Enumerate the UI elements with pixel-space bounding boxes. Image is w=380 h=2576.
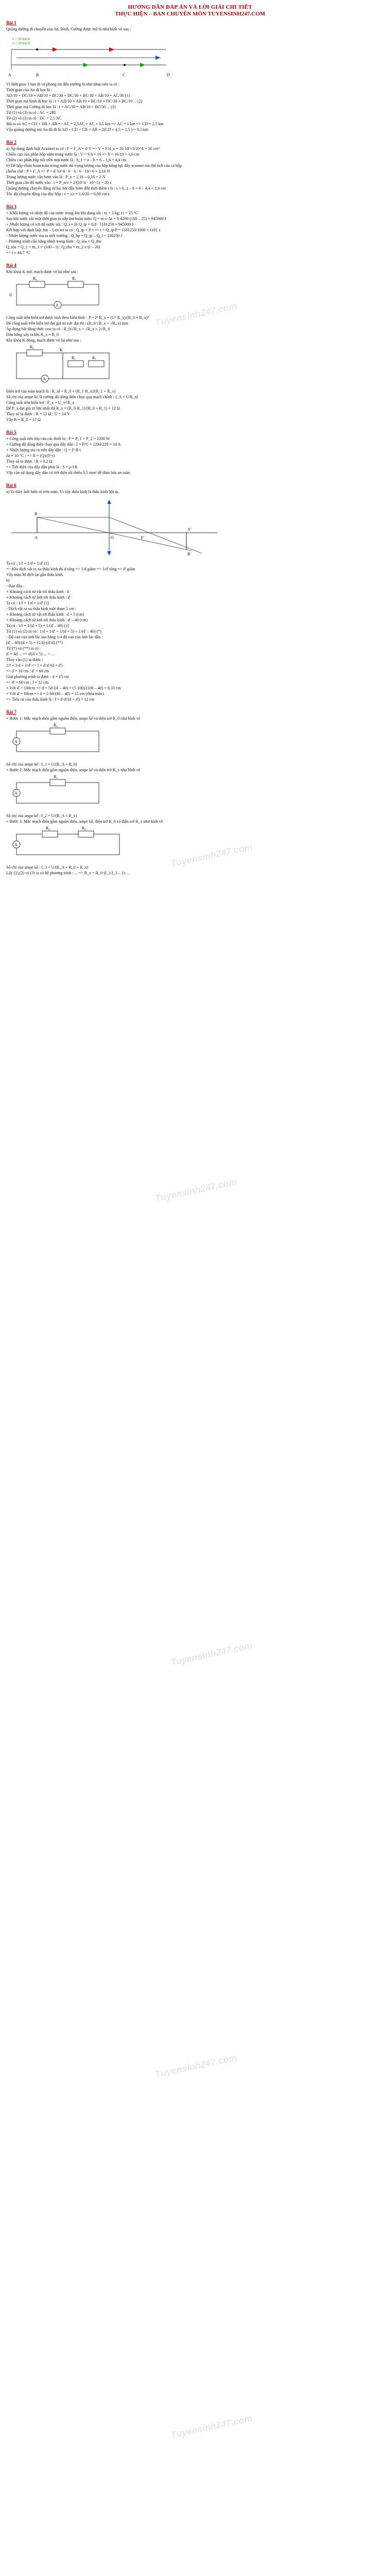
text-line: Thay số ta được : R ≈ 0,2 Ω: [6, 459, 53, 464]
point-label-o: O: [111, 535, 114, 540]
text-line: + Bước 3: Mắc mạch điện gồm nguồn điện, ampe kế, điện trở R_0 và điện trở R_x như hình vẽ: [6, 819, 163, 824]
text-line: a) Ta thấy ảnh hiện rõ trên màn. Vì vậy thấu kính là thấu kính hội tụ.: [6, 489, 119, 494]
resistor-label: Rₓ: [92, 355, 96, 360]
point-label-image-b: B': [187, 552, 191, 556]
text-line: Vậy R = R_0 = 12 Ω: [6, 417, 41, 422]
point-label-c: C: [123, 73, 126, 77]
speed-label: v = 30 km/h: [12, 37, 30, 41]
text-line: Điện trở của toàn mạch là : R_td = R_0 + (R_1·R_x)/(R_1 + R_x): [6, 389, 116, 394]
route-diagram: [6, 34, 176, 79]
text-line: - Độ cao của ảnh lúc sau bằng 1/4 độ cao của ảnh lúc đầu :: [6, 635, 103, 639]
section-bai-4: [6, 263, 374, 422]
measurement-circuit-2: [6, 775, 109, 811]
text-line: + Khoảng cách từ ảnh tới thấu kính : d' – 40 (cm): [6, 618, 88, 622]
text-line: Số chỉ của ampe kế : I_2 = U/(R_A + R_x): [6, 814, 77, 818]
watermark: Tuyensinh247.com: [154, 300, 238, 328]
text-line: Mà ta có AC = CD + DB + AB => AC = 2,5AC + AC + 0,5 km => AC = 1 km => CD = 2,5 km: [6, 122, 164, 126]
text-line: Kết hợp với định luật Jun – Len xơ ta có : Q_tp = P·t => t = Q_tp/P = 1181250/1000 ≈ 1181 s: [6, 228, 161, 232]
text-line: Vì thời gian 3 bạn đi và phòng tin đến trường là như nhau nên ta có :: [6, 82, 119, 87]
lens-ray-diagram: [6, 497, 222, 558]
resistor-label: R₀: [33, 277, 38, 281]
text-line: Từ (1) và (3) ta có : AC = 2BI: [6, 110, 56, 115]
text-line: + Công suất tiêu thụ của các thiết bị : P = P_1 + P_2 = 2200 W: [6, 436, 110, 441]
text-line: + Nhiệt lượng tỏa ra trên dây dẫn : Q = I²·R·t: [6, 448, 81, 452]
section-label: Bài 1: [6, 20, 16, 25]
text-line: Thời gian của An đi học là :: [6, 88, 53, 92]
text-line: Trọng lượng nước cần bơm vào là : P_n = 2,16 – 0,16 = 2 N: [6, 175, 106, 179]
point-label-a: A: [8, 73, 11, 77]
section-bai-3: [6, 204, 374, 256]
text-line: + Với d' = 100cm => d = 5d'/(d' – 40) = (5·100)/(100 – 40) = 8,33 cm: [6, 686, 121, 690]
text-line: Ta có : 1/f = 1/d + 1/d' (1): [6, 601, 49, 605]
text-line: Vậy quãng đường mà An đã đi là AD = CD + CB + AB = 2(CD + 4,5 + 2,5 ) = 9,5 km: [6, 127, 148, 132]
text-line: - Phương trình cân bằng nhiệt trong bình : Q_toa = Q_thu: [6, 239, 101, 244]
text-line: d' = 4d ... => d'(d + 5)·... = ...: [6, 652, 55, 656]
text-line: Chiều cao phần hộp nổi trên mặt nước là : h_1 = a – h = 6 – 1,6 = 4,4 cm: [6, 158, 127, 162]
point-label-image-a: A': [187, 527, 192, 532]
text-line: + Khoảng cách từ vật tới thấu kính : d: [6, 589, 69, 594]
point-label-b: B: [36, 73, 39, 77]
text-line: Số chỉ của ampe kế là cường độ dòng điện chạy qua mạch chính : I_A = U/R_td: [6, 395, 138, 399]
section-label: Bài 4: [6, 263, 16, 268]
section-bai-7: [6, 709, 374, 876]
text-line: + Khoảng cách từ vật tới thấu kính : d + 5 (cm): [6, 612, 84, 617]
resistor-label: R₁: [72, 355, 76, 360]
text-line: Công suất trên biến trở : P_x = U_x²/R_x: [6, 400, 75, 405]
resistor-label: Rₓ: [54, 775, 58, 779]
watermark: Tuyensinh247.com: [169, 2413, 253, 2441]
text-line: b): [6, 578, 10, 583]
text-line: Thay vào (1) ta được :: [6, 657, 43, 662]
text-line: Từ (2) và (3) ta có : DC = 2,5 AC: [6, 116, 62, 121]
point-label-focus: F': [141, 535, 144, 540]
point-label-a: A: [34, 535, 38, 540]
text-line: Quãng đường đi chuyển của An, Bình, Cường được mô tả như hình vẽ sau :: [6, 27, 131, 31]
section-label: Bài 6: [6, 483, 16, 488]
text-line: Vậy cần sử dụng dây dẫn có tiết diện tối thiểu 0,5 mm² để đảm bảo an toàn.: [6, 470, 131, 475]
text-line: - Ban đầu :: [6, 584, 25, 588]
circuit-diagram-k-open: [6, 277, 109, 313]
text-line: Áp dụng bất đẳng thức cosi ta có : R_0/√R_x + √R_x ≥ 2√R_0: [6, 327, 110, 331]
text-line: Số chỉ của ampe kế : I_1 = U/(R_A + R_0): [6, 762, 77, 767]
section-bai-2: [6, 140, 374, 197]
text-line: Công suất trên biến trở được tính theo biểu thức : P = I²·R_x = (U²·R_x)/(R_0 + R_x)²: [6, 315, 149, 320]
text-line: Từ (*) và (**) ta có :: [6, 646, 41, 651]
resistor-label: R₀: [54, 723, 58, 727]
text-line: + Cường độ dòng điện chạy qua dây dẫn : I = P/U = 2200/220 = 10 A: [6, 442, 121, 447]
text-line: + Bước 2: Mắc mạch điện gồm nguồn điện, ampe kế và điện trở R_x như hình vẽ: [6, 768, 141, 772]
text-line: Ta có : 1/f = 1/d + 1/d' (1): [6, 561, 49, 566]
resistor-label: Rₓ: [82, 826, 86, 831]
ammeter-label: A: [14, 842, 18, 847]
text-line: Quãng đường chuyển động từ lúc bắt đầu bơm đến thời điểm t là : s = h_1 – h = 6 – 4,4 = 1,6 cm: [6, 186, 166, 191]
text-line: + Khối lượng và nhiệt độ của nước trong ấm khi đang sôi : m = 3 kg; t1 = 25 °C: [6, 211, 139, 215]
text-line: => Khi dịch vật ra xa thấu kính thì d tăng => 1/d giảm => 1/d' tăng => d' giảm: [6, 567, 135, 571]
resistor-label: R₀: [46, 826, 50, 831]
ammeter-label: A: [56, 303, 59, 308]
point-label-d: D: [167, 73, 170, 77]
text-line: Để công suất trên biến trở đạt giá trị cực đại thì : (R_0/√R_x + √R_x) min: [6, 321, 128, 326]
text-line: Lấy (1),(2) và (3) ta có hệ phương trình : ... => R_x = R_0·(I_1/I_3 – 1)·...: [6, 871, 130, 875]
text-line: Vậy màn M dịch lại gần thấu kính.: [6, 572, 64, 577]
text-line: Thời gian cần đổ nước vào : t = P_n/v = 2/(10^4 · 10^-5) = 20 s: [6, 180, 112, 185]
section-bai-5: [6, 430, 374, 476]
resistor-label: Rₓ: [72, 277, 76, 281]
document-header: [6, 4, 374, 17]
circuit-diagram-k-closed: [6, 345, 119, 386]
section-label: Bài 7: [6, 709, 16, 715]
text-line: + Nhiệt lượng có ích để nước sôi : Q_i = H·Q_tp = 0,8 · 1181250 = 945000 J: [6, 222, 134, 227]
text-line: Δt = 10 °C ; => R = (Q)/(I²·t): [6, 453, 55, 458]
text-line: Số chỉ của ampe kế : I_3 = U/(R_A + R_0 + R_x): [6, 865, 89, 870]
text-line: b) Để hộp chìm hoàn toàn trong nước thì trọng lượng của hộp bằng lực đẩy acsimet mà thể tích của cả hộp: [6, 163, 182, 168]
text-line: + Với d' = 60cm => d = 5·60/(60 – 40) = 15 cm (thỏa mãn): [6, 691, 104, 696]
watermark: Tuyensinh247.com: [154, 2052, 238, 2080]
section-bai-1: [6, 20, 374, 132]
measurement-circuit-3: [6, 826, 130, 862]
text-line: Thay số ta được : R = 12 Ω ; U = 24 V: [6, 412, 70, 416]
resistor-label: R₀: [30, 345, 34, 349]
text-line: - Dịch vật ra xa thấu kính một đoạn 5 cm :: [6, 606, 76, 611]
section-bai-6: [6, 483, 374, 702]
point-label-b: B: [34, 512, 38, 516]
ammeter-label: A: [14, 739, 18, 744]
section-label: Bài 5: [6, 430, 16, 435]
section-label: Bài 2: [6, 140, 16, 145]
text-line: Khi khóa K mở, mạch được vẽ lại như sau :: [6, 269, 78, 274]
text-line: a) Áp dụng định luật Acsimet ta có : F = F_A = d·V => V = F/d_n = 16·10^-3/10^4 = 16 cm³: [6, 146, 160, 151]
text-line: => t ≈ 44,7 °C: [6, 250, 30, 255]
ammeter-label: A: [43, 377, 46, 381]
speed-label: v = 10 km/h: [12, 41, 30, 45]
ammeter-label: A: [14, 791, 18, 795]
text-line: chiếm chỗ : P = F_A => P = d·10^4 · 6 · 6 · 6 · 10^-6 = 2,16 N: [6, 169, 110, 174]
text-line: Khi khóa K đóng, mạch được vẽ lại như sau :: [6, 338, 81, 343]
text-line: Q_toa = Q_1 = m_1·c·(100 – t) ; Q_thu = m_2·c·(t – 20): [6, 245, 100, 249]
text-line: => Tiết diện của dây dẫn phải là : S = ρ·l/R: [6, 465, 78, 469]
text-line: Tốc độ chuyển động của đáy hộp : v = s/t = 1,6/20 = 0,08 cm/s: [6, 192, 110, 196]
text-line: Thời gian mà Cường đi học là : t = AC/30 = AB/10 + BC/30 ... (3): [6, 105, 116, 109]
text-line: AD/10 = DC/10 + AB/10 = BC/30 + DC/30 + BC/30 + AB/10 = AC/30 (1): [6, 93, 130, 98]
section-label: Bài 3: [6, 204, 16, 209]
switch-label: K: [60, 348, 63, 352]
measurement-circuit-1: [6, 723, 109, 759]
text-line: Giải phương trình ta được : d = 15 cm: [6, 674, 69, 679]
text-line: Sau khi nước sôi một thời gian ta nắp ấm hoàn toàn: Q = m·c·Δt = 3·4200·(100 – 25) = 945000 J: [6, 216, 166, 221]
watermark: Tuyensinh247.com: [169, 841, 253, 869]
text-line: => d' = 60 cm ; f = 12 cm: [6, 680, 48, 685]
text-line: Chiều cao của phần hộp nằm trong nước là : V = S.h = 16 => h = 16/10 = 1,6 cm: [6, 152, 140, 157]
text-line: => d = 10 cm ; d' = 60 cm: [6, 669, 49, 673]
document-title: HƯỚNG DẪN ĐÁP ÁN VÀ LỜI GIẢI CHI TIẾT: [128, 4, 252, 10]
text-line: + Khoảng cách từ ảnh tới thấu kính : d': [6, 595, 71, 600]
watermark: Tuyensinh247.com: [169, 1640, 253, 1668]
text-line: => Tiêu cự của thấu kính là : f = d·d'/(d + d') = 12 cm: [6, 697, 95, 702]
watermark: Tuyensinh247.com: [154, 1176, 238, 1204]
text-line: (d' – 40)/(d + 5) = (1/4)·(d'/d) (**): [6, 640, 63, 645]
text-line: Để P_x đạt giá trị lớn nhất thì R_x = (R_0·R_1)/(R_0 + R_1) = 12 Ω: [6, 406, 120, 411]
text-line: Thời gian mà bình đi học là : t = AD/10 = AB/10 + BC/10 + DC/30 + BC/10 ... (2): [6, 99, 143, 104]
text-line: Dấu bằng xảy ra khi R_x = R_0: [6, 332, 59, 337]
text-line: Từ (1) và (2) ta có : 1/d + 1/d' = 1/(d + 5) + 1/(d' – 40) (*): [6, 629, 101, 634]
text-line: 1/f = 1/d + 1/d' => f = d·d'/(d + d'): [6, 663, 63, 668]
text-line: + Bước 1: Mắc mạch điện gồm nguồn điện, ampe kế và điện trở R_0 như hình vẽ: [6, 716, 141, 721]
document-subtitle: THỰC HIỆN – BAN CHUYÊN MÔN TUYENSINH247.COM: [115, 11, 265, 17]
text-line: - Nhiệt lượng nước tỏa ra môi trường : Q_hp = Q_tp – Q_i = 236250 J: [6, 233, 123, 238]
voltage-label: U: [9, 293, 12, 297]
text-line: Ta có : 1/f = 1/(d + 5) + 1/(d' – 40) (2): [6, 623, 69, 628]
